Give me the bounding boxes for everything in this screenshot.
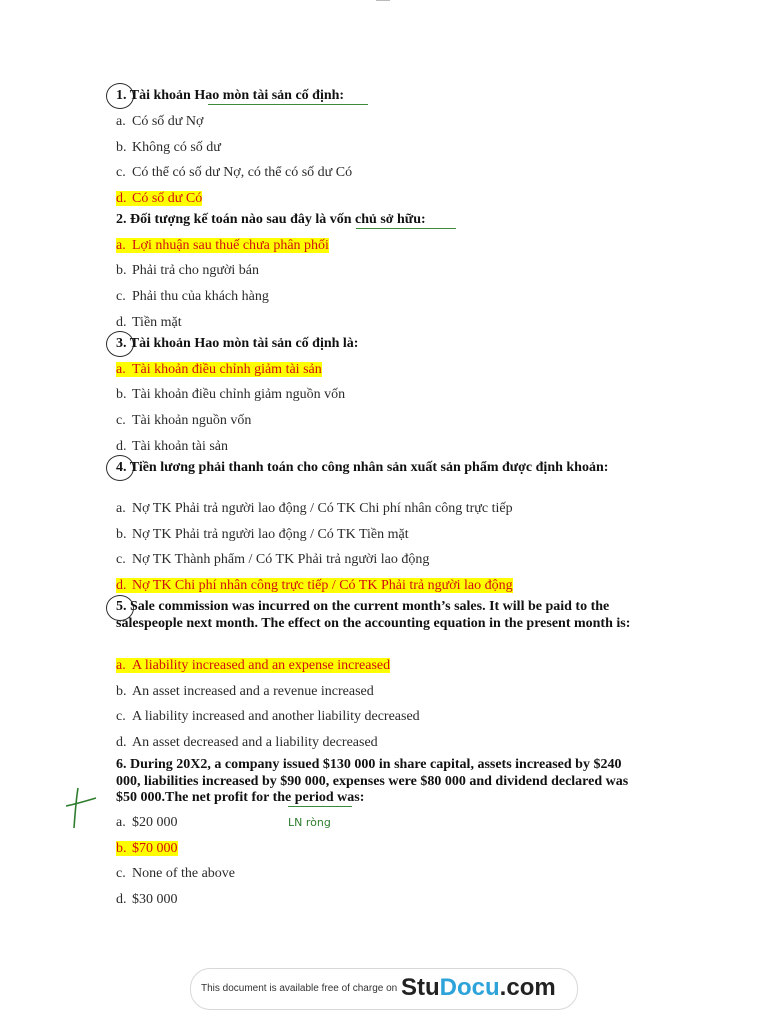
q6-option-d: d. $30 000 (116, 892, 178, 907)
question-2-underline (356, 228, 456, 229)
banner-text: This document is available free of charge on (201, 983, 398, 994)
q1-option-b: b. Không có số dư (116, 140, 221, 155)
q3-option-d: d. Tài khoản tài sản (116, 439, 229, 454)
question-6-title: 6. During 20X2, a company issued $130 000 in share capital, assets increased by $240 000, liabilities increased by $90 000, expenses were $80 000 and dividend declared was $50 000.The net profit for the period was: (116, 757, 629, 805)
q3-option-a: a. Tài khoản điều chỉnh giảm tài sản (116, 362, 322, 377)
q1-option-c: c. Có thể có số dư Nợ, có thể có số dư Có (116, 165, 353, 180)
question-4-title: 4. Tiền lương phải thanh toán cho công nhân sản xuất sản phẩm được định khoản: (116, 460, 609, 475)
q5-option-d: d. An asset decreased and a liability decreased (116, 735, 378, 750)
q2-option-a: a. Lợi nhuận sau thuế chưa phân phối (116, 238, 329, 253)
q4-option-a: a. Nợ TK Phải trả người lao động / Có TK Chi phí nhân công trực tiếp (116, 501, 513, 516)
question-2-title: 2. Đối tượng kế toán nào sau đây là vốn chủ sở hữu: (116, 212, 426, 227)
q6-option-b: b. $70 000 (116, 841, 178, 856)
page-top-mark (376, 0, 390, 1)
question-1-title: 1. Tài khoản Hao mòn tài sản cố định: (116, 88, 345, 103)
q5-option-c: c. A liability increased and another liability decreased (116, 709, 420, 724)
question-6-underline (288, 806, 352, 807)
q6-option-a: a. $20 000 (116, 815, 178, 830)
q2-option-d: d. Tiền mặt (116, 315, 182, 330)
q4-option-d: d. Nợ TK Chi phí nhân công trực tiếp / Có TK Phải trả người lao động (116, 578, 513, 593)
q1-option-a: a. Có số dư Nợ (116, 114, 204, 129)
q4-option-c: c. Nợ TK Thành phẩm / Có TK Phải trả người lao động (116, 552, 430, 567)
question-3-title: 3. Tài khoản Hao mòn tài sản cố định là: (116, 336, 359, 351)
handwritten-note: LN ròng (288, 816, 331, 829)
q1-option-d: d. Có số dư Có (116, 191, 203, 206)
handwritten-cross-mark (64, 786, 98, 830)
q2-option-b: b. Phải trả cho người bán (116, 263, 259, 278)
q5-option-b: b. An asset increased and a revenue increased (116, 684, 374, 699)
q3-option-b: b. Tài khoản điều chỉnh giảm nguồn vốn (116, 387, 346, 402)
q6-option-c: c. None of the above (116, 866, 236, 881)
question-5-title: 5. Sale commission was incurred on the current month’s sales. It will be paid to the salespeople next month. The effect on the accounting equation in the present month is: (116, 599, 631, 631)
question-1-underline (208, 104, 368, 105)
q2-option-c: c. Phải thu của khách hàng (116, 289, 269, 304)
studocu-logo[interactable]: StuDocu.com (401, 974, 556, 1001)
q5-option-a: a. A liability increased and an expense increased (116, 658, 391, 673)
studocu-banner[interactable] (190, 968, 578, 1010)
q4-option-b: b. Nợ TK Phải trả người lao động / Có TK Tiền mặt (116, 527, 409, 542)
q3-option-c: c. Tài khoản nguồn vốn (116, 413, 252, 428)
